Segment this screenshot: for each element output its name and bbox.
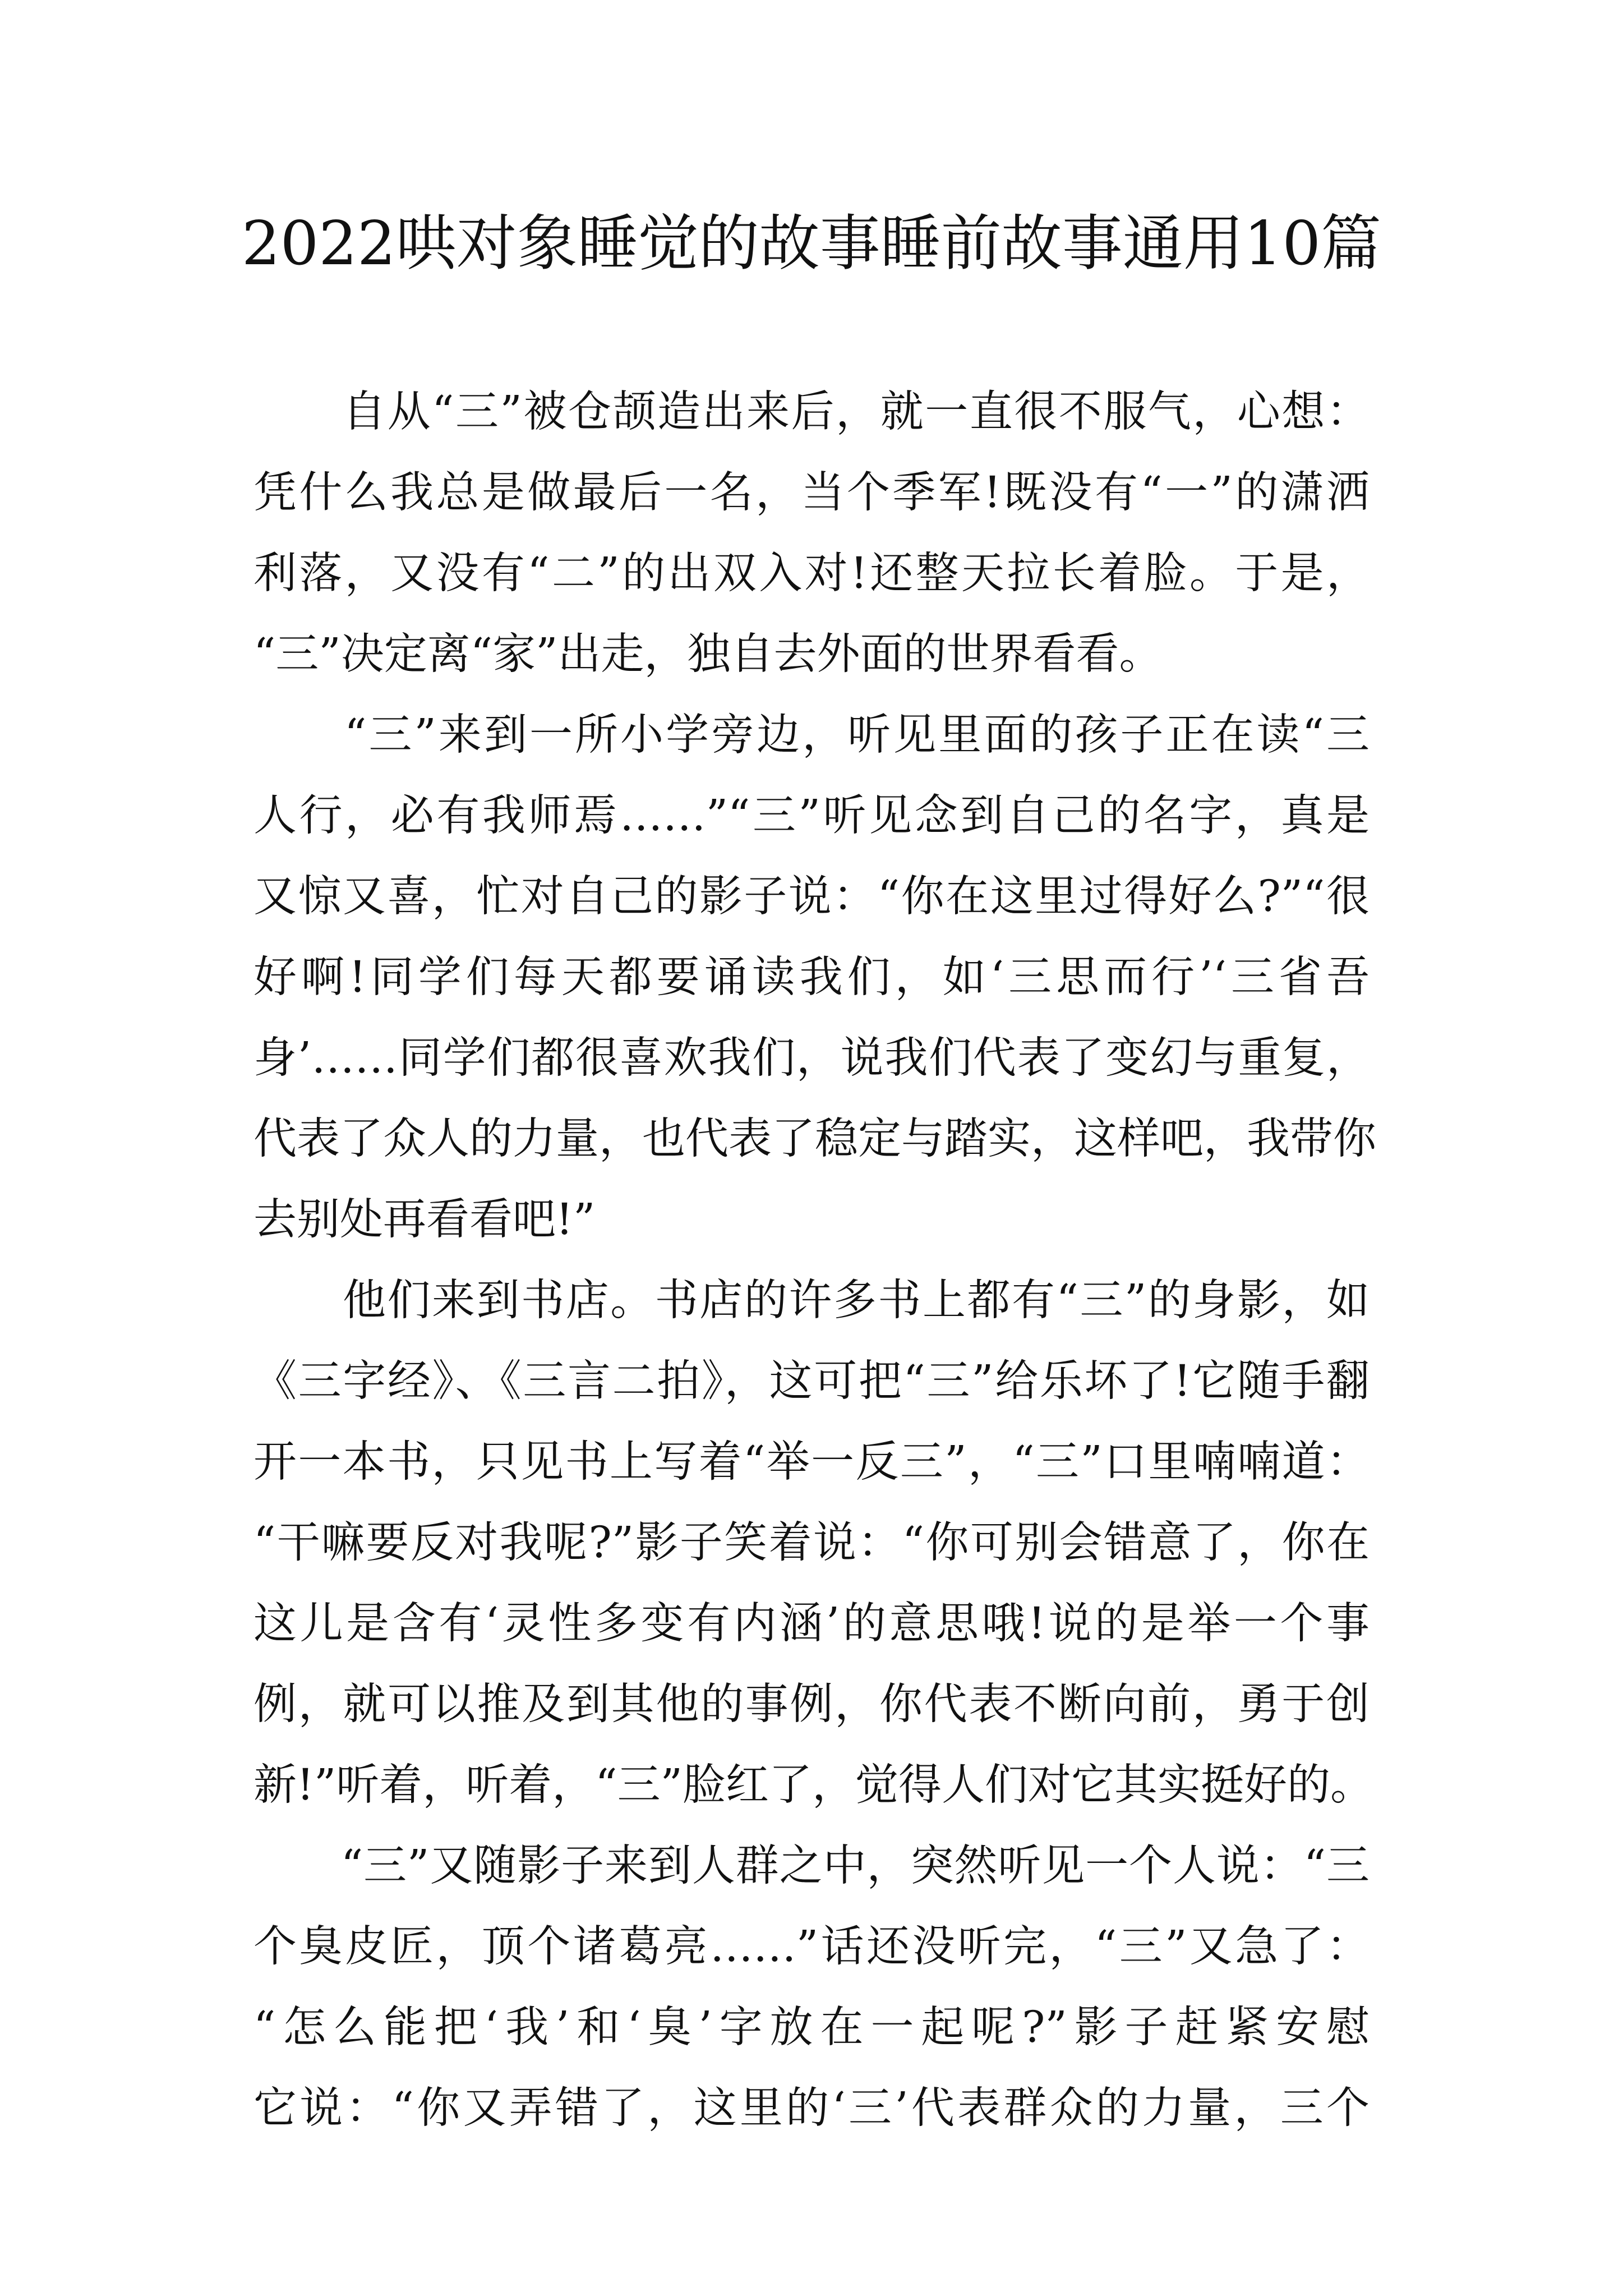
text-line: 例，就可以推及到其他的事例，你代表不断向前，勇于创 [253,1680,1370,1729]
text-line: 身’……同学们都很喜欢我们，说我们代表了变幻与重复， [253,1033,1370,1083]
text-line: 这儿是含有‘灵性多变有内涵’的意思哦!说的是举一个事 [253,1599,1370,1649]
text-line: “三”决定离“家”出走，独自去外面的世界看看。 [253,629,1163,679]
text-line: 个臭皮匠，顶个诸葛亮……”话还没听完，“三”又急了： [253,1922,1370,1972]
text-line: “干嘛要反对我呢?”影子笑着说：“你可别会错意了，你在 [253,1518,1370,1568]
text-line: 他们来到书店。书店的许多书上都有“三”的身影，如 [253,1276,1370,1326]
text-line: 利落，又没有“二”的出双入对!还整天拉长着脸。于是， [253,549,1370,599]
paragraph [253,372,1370,695]
text-line: 去别处再看看吧!” [253,1195,596,1245]
text-line: 又惊又喜，忙对自己的影子说：“你在这里过得好么?”“很 [253,872,1370,922]
text-line: 新!”听着，听着，“三”脸红了，觉得人们对它其实挺好的。 [253,1760,1374,1810]
text-line: 自从“三”被仓颉造出来后，就一直很不服气，心想： [253,387,1370,437]
paragraph [253,1260,1374,1826]
text-line: 《三字经》、《三言二拍》，这可把“三”给乐坏了!它随手翻 [253,1356,1370,1406]
text-line: 人行，必有我师焉……”“三”听见念到自己的名字，真是 [253,791,1370,841]
document-title: 2022哄对象睡觉的故事睡前故事通用10篇 [241,209,1382,279]
paragraph [253,695,1376,1260]
text-line: 凭什么我总是做最后一名，当个季军!既没有“一”的潇洒 [253,468,1370,518]
text-line: 代表了众人的力量，也代表了稳定与踏实，这样吧，我带你 [253,1114,1376,1164]
document-body [253,372,1376,2149]
text-line: 开一本书，只见书上写着“举一反三”，“三”口里喃喃道： [253,1437,1370,1487]
text-line: 它说：“你又弄错了，这里的‘三’代表群众的力量，三个 [253,2083,1370,2133]
text-line: “怎么能把‘我’和‘臭’字放在一起呢?”影子赶紧安慰 [253,2003,1370,2053]
text-line: 好啊!同学们每天都要诵读我们，如‘三思而行’‘三省吾 [253,953,1370,1002]
text-line: “三”又随影子来到人群之中，突然听见一个人说：“三 [253,1841,1370,1891]
text-line: “三”来到一所小学旁边，听见里面的孩子正在读“三 [253,710,1370,760]
paragraph [253,1826,1370,2149]
